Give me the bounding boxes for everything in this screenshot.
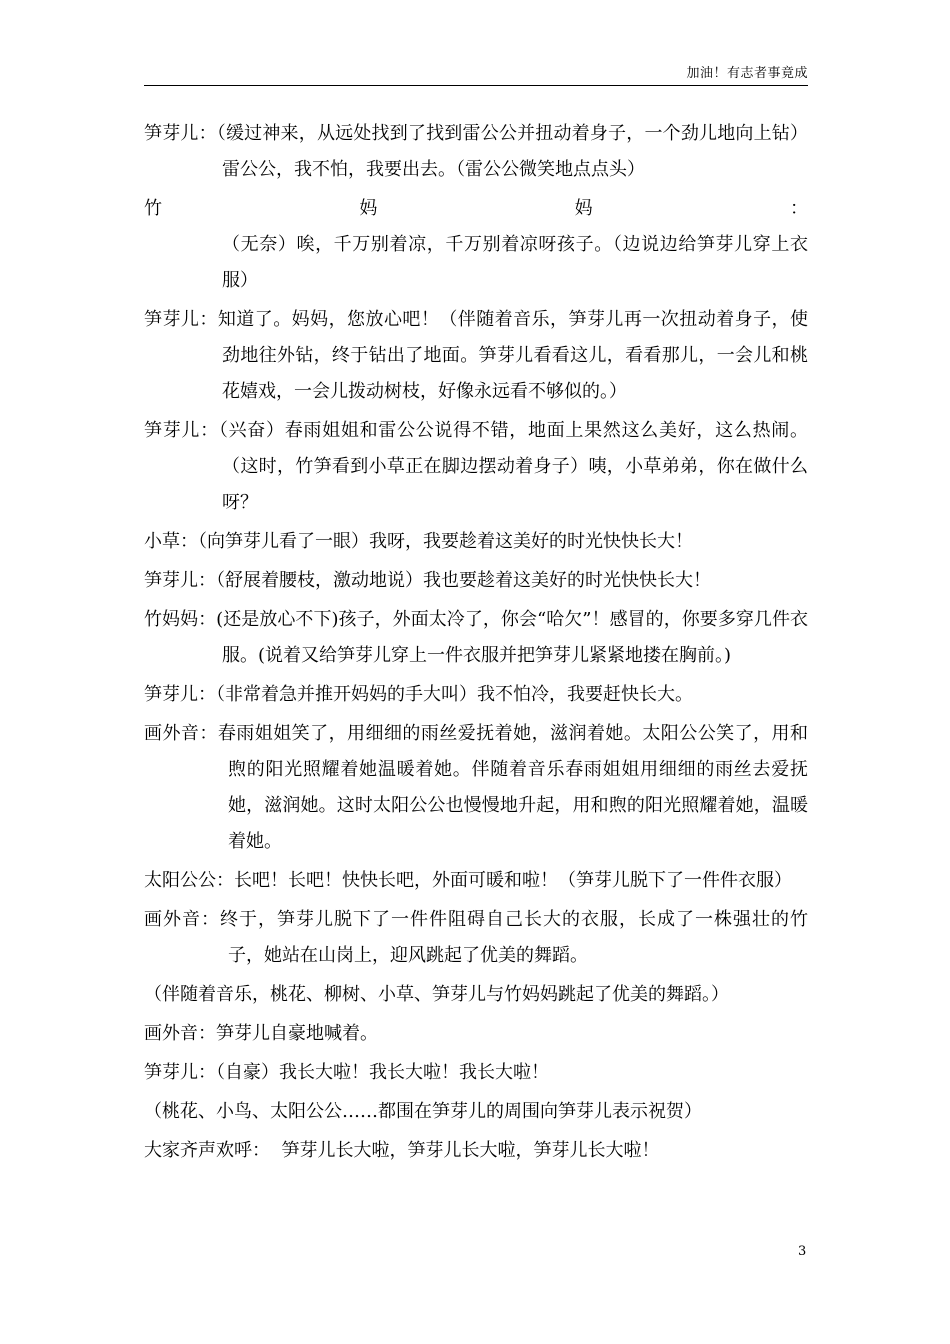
script-line xyxy=(144,677,808,713)
speaker-name: 笋芽儿： xyxy=(144,309,218,330)
speaker-name: 小草： xyxy=(144,531,198,552)
stage-direction xyxy=(144,1094,808,1130)
line-text: 长吧！长吧！快快长吧，外面可暖和啦！（笋芽儿脱下了一件件衣服） xyxy=(234,870,792,891)
script-body xyxy=(144,116,808,1172)
script-line xyxy=(144,902,808,974)
page-number: 3 xyxy=(798,1244,807,1259)
speaker-name: 太阳公公： xyxy=(144,870,234,891)
line-text: （缓过神来，从远处找到了找到雷公公并扭动着身子，一个劲儿地向上钻）雷公公，我不怕，我要出去。（雷公公微笑地点点头） xyxy=(216,123,808,180)
line-text: （伴随着音乐，桃花、柳树、小草、笋芽儿与竹妈妈跳起了优美的舞蹈。） xyxy=(144,984,729,1005)
page-header xyxy=(144,66,808,86)
speaker-name: 笋芽儿： xyxy=(144,123,217,144)
speaker-name: 笋芽儿： xyxy=(144,1062,216,1083)
script-line xyxy=(144,191,808,299)
line-text: （非常着急并推开妈妈的手大叫）我不怕冷，我要赶快长大。 xyxy=(216,684,693,705)
line-text: （桃花、小鸟、太阳公公……都围在笋芽儿的周围向笋芽儿表示祝贺） xyxy=(144,1101,702,1122)
script-line xyxy=(144,716,808,860)
script-line xyxy=(144,602,808,674)
line-text: 笋芽儿自豪地喊着。 xyxy=(216,1023,378,1044)
script-line xyxy=(144,302,808,410)
script-line xyxy=(144,1133,808,1169)
line-text: （舒展着腰枝，激动地说）我也要趁着这美好的时光快快长大！ xyxy=(216,570,711,591)
speaker-name: 大家齐声欢呼： xyxy=(144,1140,270,1161)
script-line xyxy=(144,116,808,188)
script-line xyxy=(144,413,808,521)
stage-direction xyxy=(144,977,808,1013)
speaker-name: 笋芽儿： xyxy=(144,684,216,705)
line-text: 笋芽儿长大啦，笋芽儿长大啦，笋芽儿长大啦！ xyxy=(270,1140,660,1161)
header-motto: 加油！有志者事竟成 xyxy=(686,66,808,81)
header-divider xyxy=(144,85,808,86)
speaker-name: 笋芽儿： xyxy=(144,570,216,591)
line-text: （自豪）我长大啦！我长大啦！我长大啦！ xyxy=(216,1062,549,1083)
line-text: （兴奋）春雨姐姐和雷公公说得不错，地面上果然这么美好，这么热闹。（这时，竹笋看到小草正在脚边摆动着身子）咦，小草弟弟，你在做什么呀？ xyxy=(218,420,808,513)
script-line xyxy=(144,524,808,560)
speaker-name: 竹妈妈： xyxy=(144,609,217,630)
line-text: （无奈）唉，千万别着凉，千万别着凉呀孩子。（边说边给笋芽儿穿上衣服） xyxy=(222,234,808,291)
speaker-name: 画外音： xyxy=(144,1023,216,1044)
script-line xyxy=(144,863,808,899)
line-text: 春雨姐姐笑了，用细细的雨丝爱抚着她，滋润着她。太阳公公笑了，用和煦的阳光照耀着她温暖着她。伴随着音乐春雨姐姐用细细的雨丝去爱抚她，滋润她。这时太阳公公也慢慢地升起，用和煦的阳光照耀着她，温暖着她。 xyxy=(217,723,808,852)
line-text: 终于，笋芽儿脱下了一件件阻碍自己长大的衣服，长成了一株强壮的竹子，她站在山岗上，迎风跳起了优美的舞蹈。 xyxy=(220,909,808,966)
script-line xyxy=(144,563,808,599)
line-text: (还是放心不下)孩子，外面太冷了，你会“哈欠”！感冒的，你要多穿几件衣服。(说着又给笋芽儿穿上一件衣服并把笋芽儿紧紧地搂在胸前。) xyxy=(216,609,809,666)
line-text: （向笋芽儿看了一眼）我呀，我要趁着这美好的时光快快长大！ xyxy=(198,531,693,552)
script-line xyxy=(144,1016,808,1052)
script-line xyxy=(144,1055,808,1091)
speaker-name: 画外音： xyxy=(144,723,218,744)
speaker-name: 竹妈妈： xyxy=(144,198,808,219)
speaker-name: 笋芽儿： xyxy=(144,420,219,441)
line-text: 知道了。妈妈，您放心吧！（伴随着音乐，笋芽儿再一次扭动着身子，使劲地往外钻，终于钻出了地面。笋芽儿看看这儿，看看那儿，一会儿和桃花嬉戏，一会儿拨动树枝，好像永远看不够似的。） xyxy=(217,309,808,402)
speaker-name: 画外音： xyxy=(144,909,220,930)
